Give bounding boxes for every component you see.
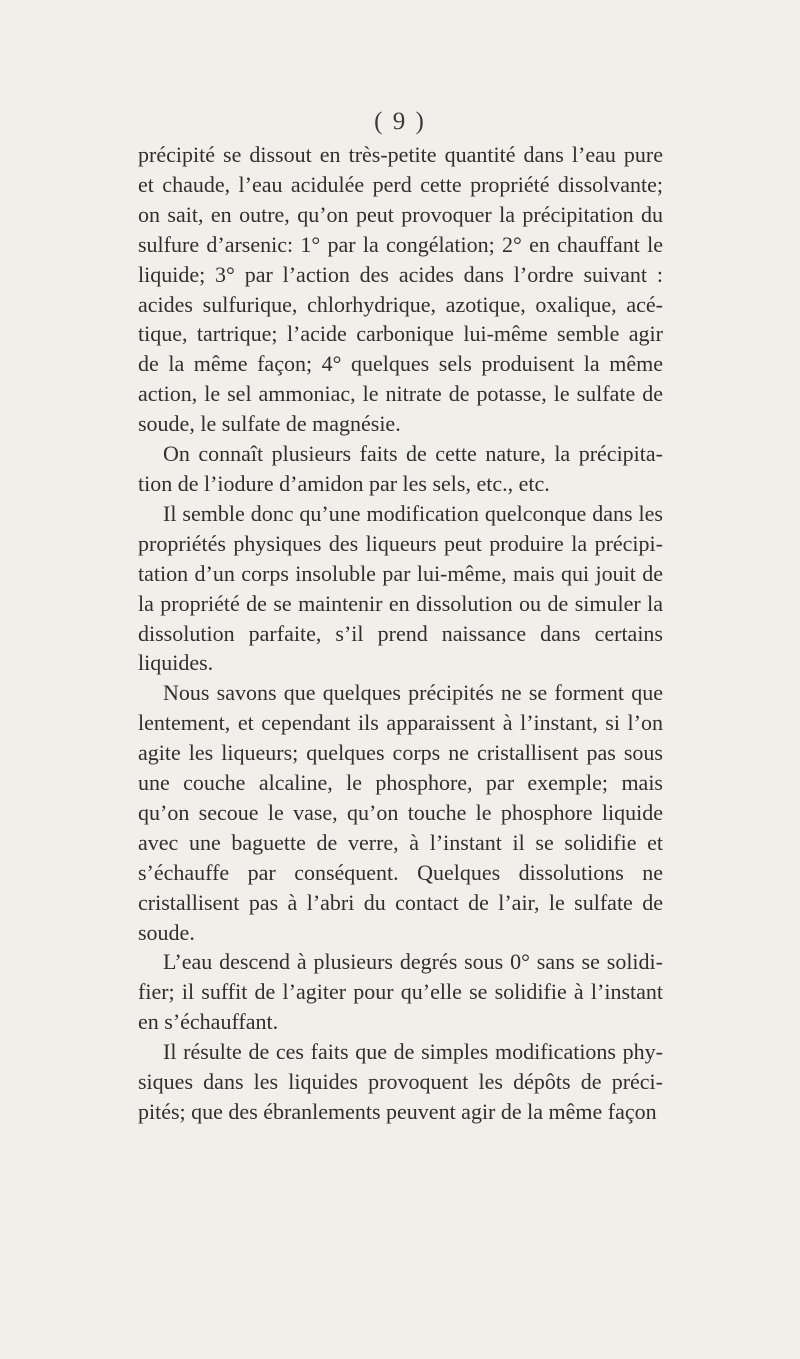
paragraph: Il semble donc qu’une modification quelconque dans les propriétés physiques des liqueurs peut produire la précipitation d’un corps insoluble par lui-même, mais qui jouit de la propriété de se maintenir en dissolution ou de simuler la dissolution parfaite, s’il prend naissance dans certains liquides. xyxy=(138,500,663,676)
page-number: ( 9 ) xyxy=(374,108,426,135)
paragraph: On connaît plusieurs faits de cette nature, la précipitation de l’iodure d’amidon par les sels, etc., etc. xyxy=(138,441,663,496)
paragraph: L’eau descend à plusieurs degrés sous 0° sans se solidifier; il suffit de l’agiter pour qu’elle se solidifie à l’instant en s’échauffant. xyxy=(138,949,663,1035)
paragraph: Il résulte de ces faits que de simples modifications physiques dans les liquides provoquent les dépôts de précipités; que des ébranlements peuvent agir de la même façon xyxy=(138,1039,663,1124)
paragraph: précipité se dissout en très-petite quantité dans l’eau pure et chaude, l’eau acidulée perd cette propriété dissolvante; on sait, en outre, qu’on peut provoquer la précipitation du sulfure d’arsenic: 1° par la congélation; 2° en chauffant le liquide; 3° par l’action des acides dans l’ordre suivant : acides sulfurique, chlorhydrique, azotique, oxalique, acétique, tartrique; l’acide carbonique lui-même semble agir de la même façon; 4° quelques sels produisent la même action, le sel ammoniac, le nitrate de potasse, le sulfate de soude, le sulfate de magnésie. xyxy=(138,142,663,437)
paragraph: Nous savons que quelques précipités ne se forment que lentement, et cependant ils apparaissent à l’instant, si l’on agite les liqueurs; quelques corps ne cristallisent pas sous une couche alcaline, le phosphore, par exemple; mais qu’on secoue le vase, qu’on touche le phosphore liquide avec une baguette de verre, à l’instant il se solidifie et s’échauffe par conséquent. Quelques dissolutions ne cristallisent pas à l’abri du contact de l’air, le sulfate de soude. xyxy=(138,680,663,945)
body-text xyxy=(138,140,663,1127)
